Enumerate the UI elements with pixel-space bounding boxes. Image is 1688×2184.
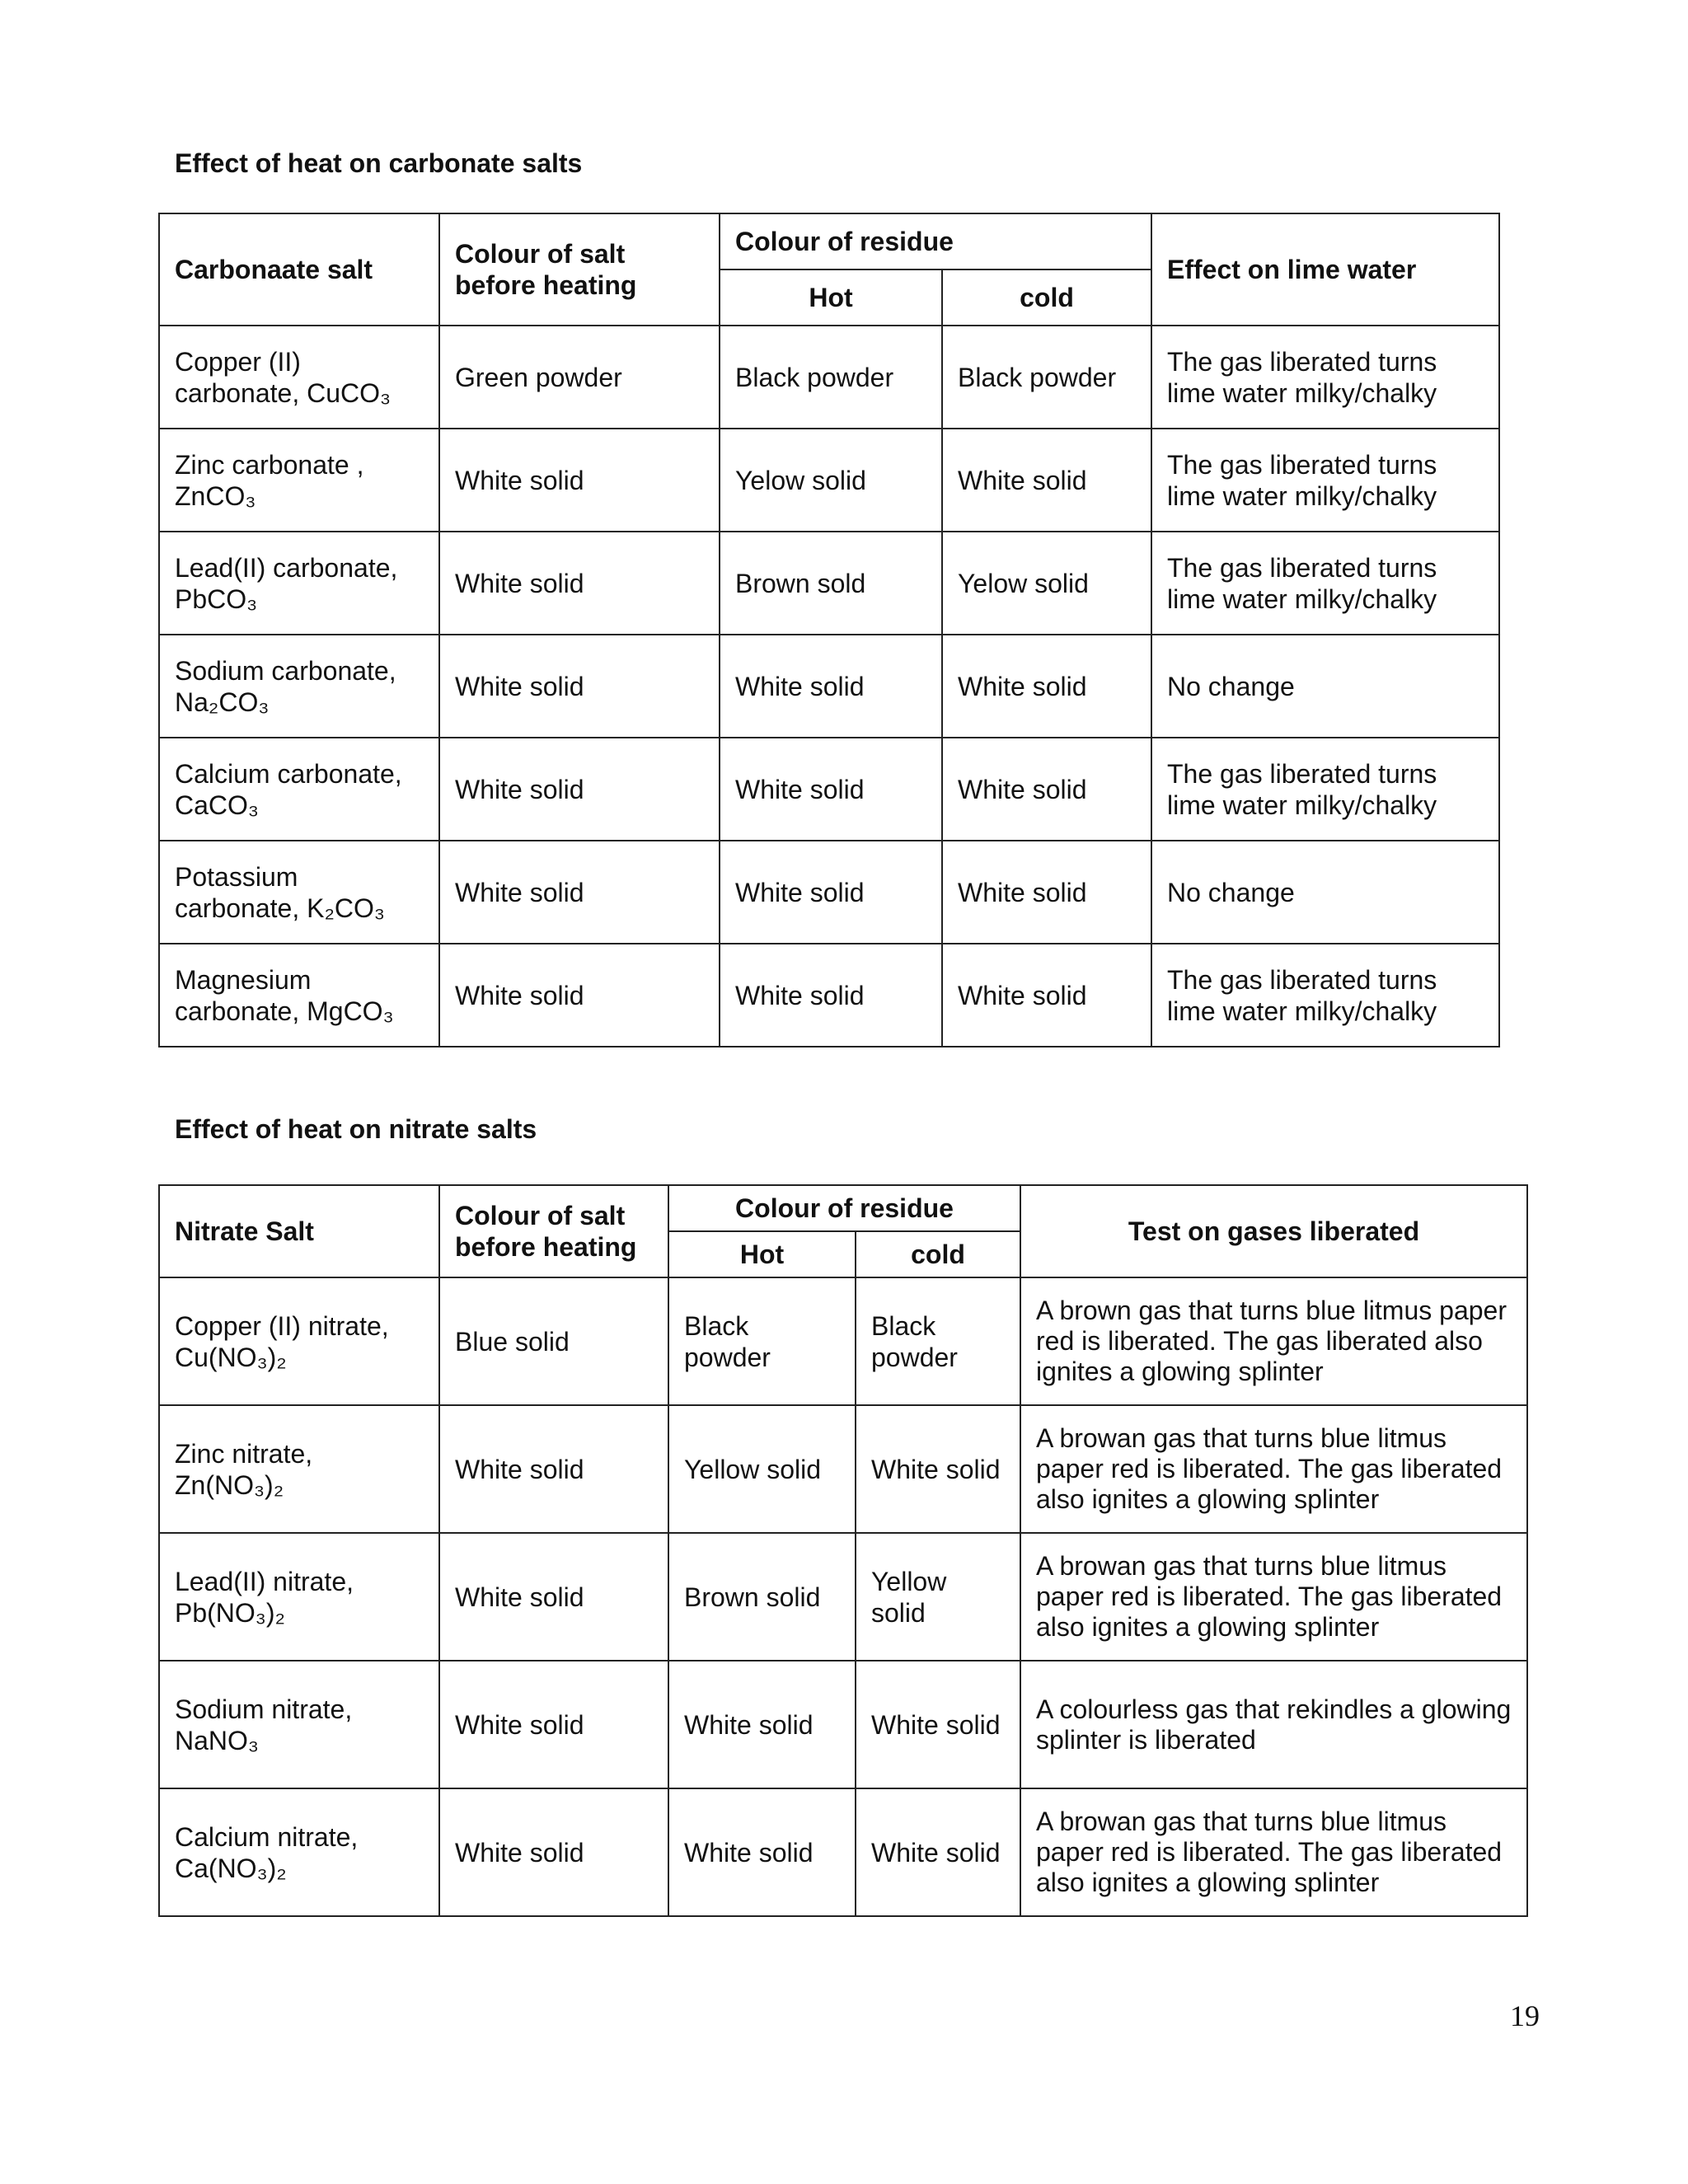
table-row <box>159 1661 1527 1788</box>
header-colour-before: Colour of salt before heating <box>439 213 720 326</box>
lime-water-effect: The gas liberated turns lime water milky/chalky <box>1151 429 1499 532</box>
colour-before: White solid <box>439 1661 668 1788</box>
header-hot: Hot <box>720 269 942 326</box>
carbonate-section-title: Effect of heat on carbonate salts <box>175 148 583 178</box>
nitrate-section-title: Effect of heat on nitrate salts <box>175 1114 537 1144</box>
residue-cold: White solid <box>942 635 1151 738</box>
lime-water-effect: The gas liberated turns lime water milky/chalky <box>1151 944 1499 1047</box>
header-cold: cold <box>856 1231 1020 1277</box>
residue-cold: Yelow solid <box>942 532 1151 635</box>
table-row <box>159 635 1499 738</box>
salt-name: Copper (II) nitrate, Cu(NO₃)₂ <box>159 1277 439 1405</box>
residue-hot: White solid <box>720 738 942 841</box>
colour-before: White solid <box>439 841 720 944</box>
residue-cold: White solid <box>856 1405 1020 1533</box>
header-colour-residue: Colour of residue <box>668 1185 1020 1231</box>
header-colour-before: Colour of salt before heating <box>439 1185 668 1277</box>
residue-hot: White solid <box>720 944 942 1047</box>
salt-name: Lead(II) nitrate, Pb(NO₃)₂ <box>159 1533 439 1661</box>
colour-before: White solid <box>439 1405 668 1533</box>
header-cold: cold <box>942 269 1151 326</box>
colour-before: White solid <box>439 635 720 738</box>
colour-before: Green powder <box>439 326 720 429</box>
nitrate-table <box>158 1184 1528 1917</box>
residue-cold: White solid <box>942 944 1151 1047</box>
colour-before: White solid <box>439 532 720 635</box>
lime-water-effect: No change <box>1151 841 1499 944</box>
residue-hot: Yellow solid <box>668 1405 856 1533</box>
table-row <box>159 326 1499 429</box>
table-row <box>159 1788 1527 1916</box>
residue-cold: Yellow solid <box>856 1533 1020 1661</box>
residue-cold: Black powder <box>856 1277 1020 1405</box>
salt-name: Potassium carbonate, K₂CO₃ <box>159 841 439 944</box>
colour-before: White solid <box>439 738 720 841</box>
lime-water-effect: The gas liberated turns lime water milky/chalky <box>1151 532 1499 635</box>
header-hot: Hot <box>668 1231 856 1277</box>
header-nitrate-salt: Nitrate Salt <box>159 1185 439 1277</box>
salt-name: Lead(II) carbonate, PbCO₃ <box>159 532 439 635</box>
lime-water-effect: The gas liberated turns lime water milky/chalky <box>1151 326 1499 429</box>
residue-cold: White solid <box>942 429 1151 532</box>
table-row <box>159 841 1499 944</box>
colour-before: White solid <box>439 1533 668 1661</box>
header-test-gases: Test on gases liberated <box>1020 1185 1527 1277</box>
salt-name: Magnesium carbonate, MgCO₃ <box>159 944 439 1047</box>
residue-cold: White solid <box>856 1661 1020 1788</box>
header-colour-residue: Colour of residue <box>720 213 1151 269</box>
residue-cold: White solid <box>942 738 1151 841</box>
colour-before: Blue solid <box>439 1277 668 1405</box>
gas-test: A colourless gas that rekindles a glowing splinter is liberated <box>1020 1661 1527 1788</box>
residue-hot: White solid <box>668 1788 856 1916</box>
residue-hot: Brown solid <box>668 1533 856 1661</box>
residue-hot: Black powder <box>668 1277 856 1405</box>
header-effect-lime-water: Effect on lime water <box>1151 213 1499 326</box>
table-row <box>159 738 1499 841</box>
colour-before: White solid <box>439 944 720 1047</box>
salt-name: Calcium carbonate, CaCO₃ <box>159 738 439 841</box>
table-row <box>159 944 1499 1047</box>
colour-before: White solid <box>439 1788 668 1916</box>
gas-test: A browan gas that turns blue litmus paper red is liberated. The gas liberated also ignites a glowing splinter <box>1020 1788 1527 1916</box>
table-row <box>159 1277 1527 1405</box>
residue-hot: Black powder <box>720 326 942 429</box>
salt-name: Calcium nitrate, Ca(NO₃)₂ <box>159 1788 439 1916</box>
table-row <box>159 532 1499 635</box>
gas-test: A browan gas that turns blue litmus paper red is liberated. The gas liberated also ignites a glowing splinter <box>1020 1533 1527 1661</box>
header-carbonate-salt: Carbonaate salt <box>159 213 439 326</box>
gas-test: A brown gas that turns blue litmus paper red is liberated. The gas liberated also ignites a glowing splinter <box>1020 1277 1527 1405</box>
salt-name: Sodium nitrate, NaNO₃ <box>159 1661 439 1788</box>
residue-hot: White solid <box>668 1661 856 1788</box>
salt-name: Zinc carbonate , ZnCO₃ <box>159 429 439 532</box>
residue-cold: Black powder <box>942 326 1151 429</box>
residue-cold: White solid <box>942 841 1151 944</box>
table-row <box>159 1405 1527 1533</box>
residue-hot: Brown sold <box>720 532 942 635</box>
table-row <box>159 429 1499 532</box>
lime-water-effect: The gas liberated turns lime water milky/chalky <box>1151 738 1499 841</box>
salt-name: Copper (II) carbonate, CuCO₃ <box>159 326 439 429</box>
gas-test: A browan gas that turns blue litmus paper red is liberated. The gas liberated also ignites a glowing splinter <box>1020 1405 1527 1533</box>
residue-hot: Yelow solid <box>720 429 942 532</box>
carbonate-table <box>158 213 1500 1047</box>
page-number: 19 <box>1510 1999 1540 2032</box>
colour-before: White solid <box>439 429 720 532</box>
residue-hot: White solid <box>720 841 942 944</box>
salt-name: Zinc nitrate, Zn(NO₃)₂ <box>159 1405 439 1533</box>
salt-name: Sodium carbonate, Na₂CO₃ <box>159 635 439 738</box>
residue-hot: White solid <box>720 635 942 738</box>
residue-cold: White solid <box>856 1788 1020 1916</box>
lime-water-effect: No change <box>1151 635 1499 738</box>
table-row <box>159 1533 1527 1661</box>
